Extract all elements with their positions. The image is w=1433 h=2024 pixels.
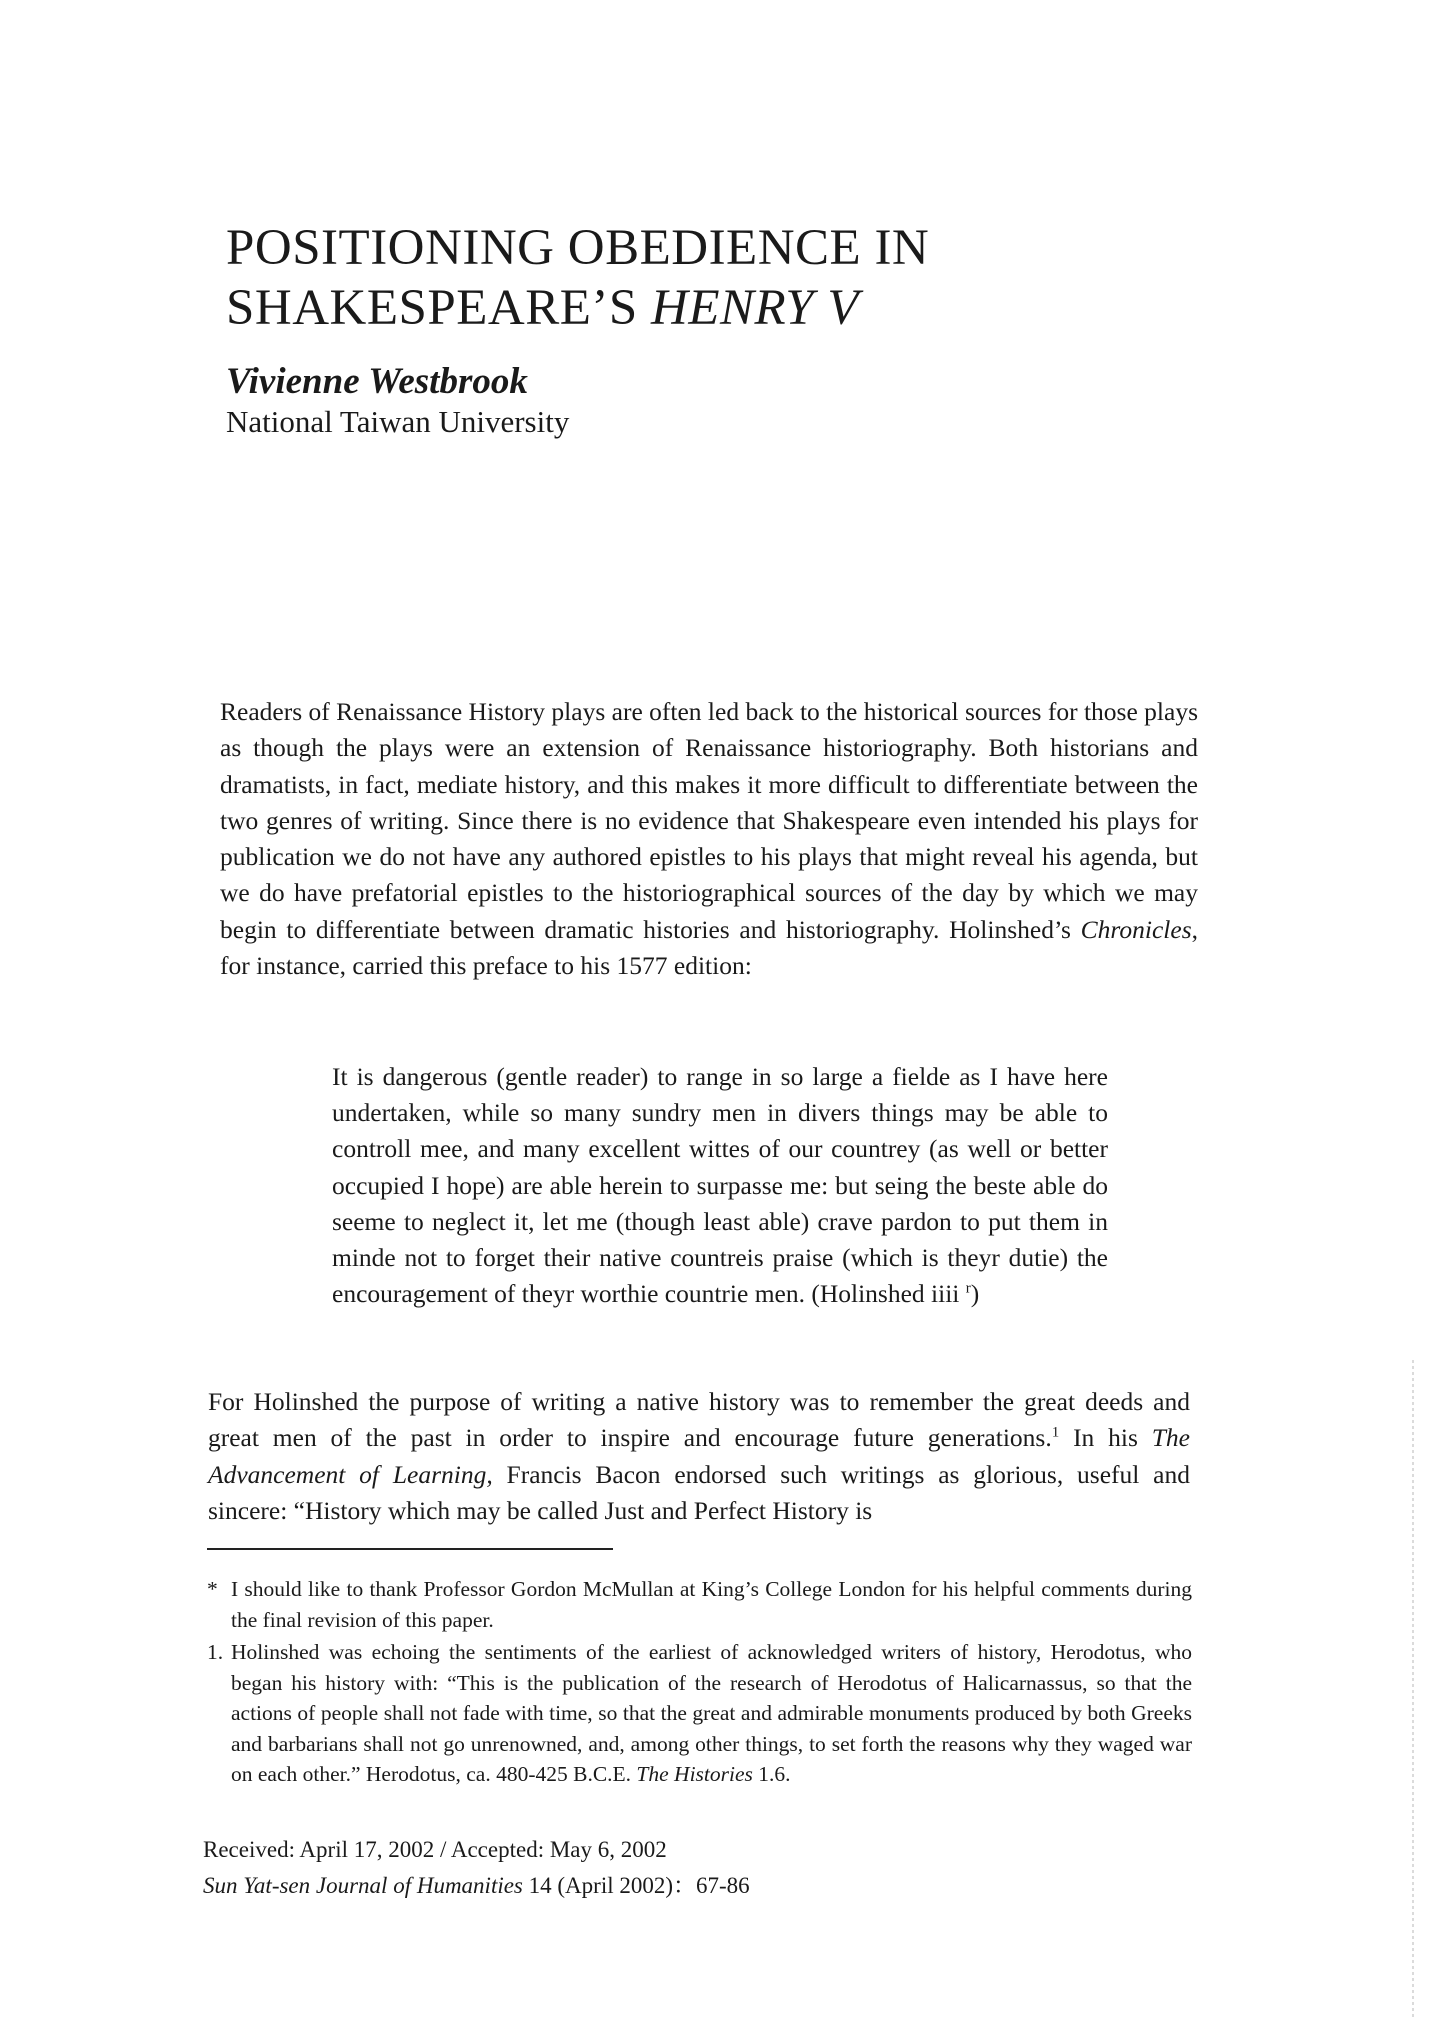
footnote-star-mark: * [207,1577,218,1601]
block-quote-text: It is dangerous (gentle reader) to range in so large a fielde as I have here undertaken, while so many sundry men in divers things may be able to controll mee, and many excellent wittes of our countrey (as well or better occupied I hope) are able herein to surpasse me: but seing the beste able do seeme to neglect it, let me (though least able) crave pardon to put them in minde not to forget their native countreis praise (which is theyr dutie) the encouragement of theyr worthie countrie men. (Holinshed iiii [332,1062,1108,1309]
block-quote [332,1059,1108,1312]
block-quote-close: ) [970,1279,980,1309]
footnote-1-mark: 1. [207,1640,224,1664]
received-accepted-dates: Received: April 17, 2002 / Accepted: May 6, 2002 [203,1837,667,1862]
journal-citation [203,1867,750,1900]
title-play-name: HENRY V [651,280,859,336]
body-paragraph-2 [208,1384,1190,1529]
paragraph-2-italic-title: The Advancement of Learning, [208,1423,1190,1489]
paragraph-2-text-a: For Holinshed the purpose of writing a native history was to remember the great deeds and great men of the past in order to inspire and encourage future generations. [208,1387,1190,1453]
title-line-2-prefix: SHAKESPEARE’S [226,280,651,336]
footnote-1-text-b: 1.6. [752,1762,791,1786]
journal-name: Sun Yat-sen Journal of Humanities [203,1873,523,1898]
paragraph-1-text-a: Readers of Renaissance History plays are often led back to the historical sources for those plays as though the plays were an extension of Renaissance historiography. Both historians and dramatists, in fact, mediate history, and this makes it more difficult to differentiate between the two genres of writing. Since there is no evidence that Shakespeare even intended his plays for publication we do not have any authored epistles to his plays that might reveal his agenda, but we do have prefatorial epistles to the historiographical sources of the day by which we may begin to differentiate between dramatic histories and historiography. Holinshed’s [220,697,1198,944]
author-name: Vivienne Westbrook [226,361,528,402]
footnote-1-text-a: Holinshed was echoing the sentiments of the earliest of acknowledged writers of history, Herodotus, who began his history with: “This is the publication of the research of Herodotus of Halicarnassus, so that the actions of people shall not fade with time, so that the great and admirable monuments produced by both Greeks and barbarians shall not go unrenowned, and, among other things, to set forth the reasons why they waged war on each other.” Herodotus, ca. 480-425 B.C.E. [231,1640,1192,1786]
title-line-1: POSITIONING OBEDIENCE IN [226,220,930,276]
footnote-acknowledgement [207,1574,1192,1635]
paragraph-1-text-b: , for instance, carried this preface to his 1577 edition: [220,914,1198,981]
footnote-1-text [207,1637,1192,1790]
block-quote-superscript: r [965,1280,971,1297]
journal-issue-pages: 14 (April 2002)：67-86 [522,1873,750,1898]
paragraph-1-italic-chronicles: Chronicles [1080,914,1192,944]
footnote-1 [207,1637,1192,1790]
footnote-1-italic-title: The Histories [636,1762,753,1786]
body-paragraph-1 [220,694,1198,984]
footnote-reference-1[interactable]: 1 [1051,1424,1060,1441]
footnote-star-text: I should like to thank Professor Gordon McMullan at King’s College London for his helpful comments during the final revision of this paper. [231,1577,1192,1632]
title-line-2 [226,278,1126,338]
footnote-divider [207,1548,613,1550]
paragraph-2-text-b: In his [1059,1423,1152,1453]
scan-edge-artifact [1412,1360,1414,2020]
paragraph-2-text-c: Francis Bacon endorsed such writings as glorious, useful and sincere: “History which may be called Just and Perfect History is [208,1459,1190,1525]
author-affiliation: National Taiwan University [226,404,570,439]
paper-title [226,218,1126,338]
